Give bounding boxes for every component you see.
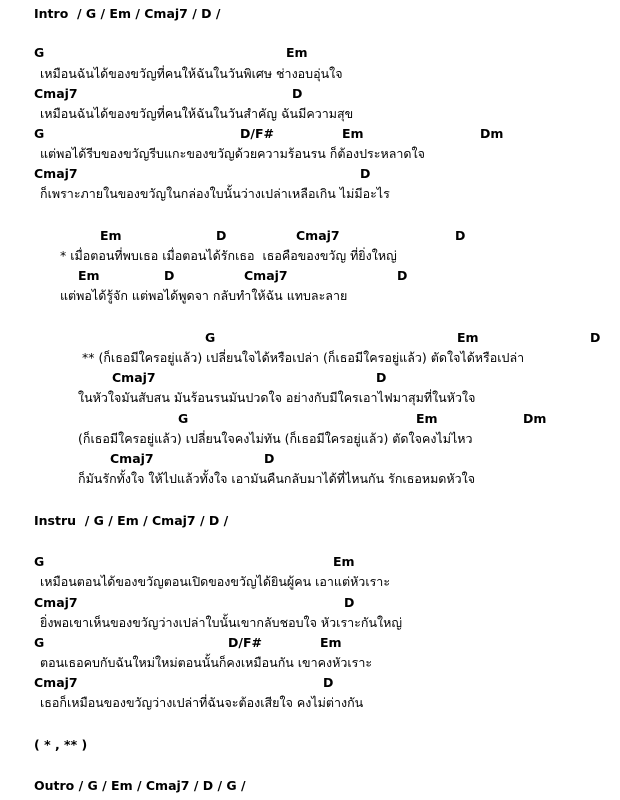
chord: Em: [333, 554, 355, 569]
chord: G: [34, 126, 45, 141]
lyric-line: ก็เพราะภายในของขวัญในกล่องใบนั้นว่างเปล่าเหลือเกิน ไม่มีอะไร: [40, 186, 390, 201]
chord: D: [455, 228, 466, 243]
lyric-line: เธอก็เหมือนของขวัญว่างเปล่าที่ฉันจะต้องเสียใจ คงไม่ต่างกัน: [40, 695, 364, 710]
chord: Cmaj7: [244, 268, 288, 283]
chord: Em: [320, 635, 342, 650]
chord: D/F#: [240, 126, 274, 141]
chord: Dm: [523, 411, 547, 426]
lyric-line: ตอนเธอคบกับฉันใหม่ใหม่ตอนนั้นก็คงเหมือนกัน เขาคงหัวเราะ: [40, 655, 373, 670]
chord: Em: [457, 330, 479, 345]
lyric-line: เหมือนตอนได้ของขวัญตอนเปิดของขวัญได้ยินผู้คน เอาแต่หัวเราะ: [40, 574, 391, 589]
chord: Em: [342, 126, 364, 141]
chord: Cmaj7: [34, 166, 78, 181]
lyric-line: แต่พอได้รีบของขวัญรีบแกะของขวัญด้วยความร้อนรน ก็ต้องประหลาดใจ: [40, 146, 425, 161]
chord: D: [360, 166, 371, 181]
chord: G: [178, 411, 189, 426]
chord: D/F#: [228, 635, 262, 650]
chord: G: [34, 635, 45, 650]
chord: Em: [100, 228, 122, 243]
chord: D: [397, 268, 408, 283]
chord: Cmaj7: [34, 595, 78, 610]
lyric-line: ** (ก็เธอมีใครอยู่แล้ว) เปลี่ยนใจได้หรือเปล่า (ก็เธอมีใครอยู่แล้ว) ตัดใจได้หรือเปล่า: [82, 350, 525, 365]
lyric-line: ก็มันรักทั้งใจ ให้ไปแล้วทั้งใจ เอามันคืนกลับมาได้ที่ไหนกัน รักเธอหมดหัวใจ: [78, 471, 476, 486]
chord: G: [34, 45, 45, 60]
lyric-line: เหมือนฉันได้ของขวัญที่คนให้ฉันในวันพิเศษ ช่างอบอุ่นใจ: [40, 66, 343, 81]
chord: Cmaj7: [34, 86, 78, 101]
chord: Em: [78, 268, 100, 283]
chord: D: [216, 228, 227, 243]
chord: D: [164, 268, 175, 283]
chord: Cmaj7: [296, 228, 340, 243]
lyric-line: เหมือนฉันได้ของขวัญที่คนให้ฉันในวันสำคัญ ฉันมีความสุข: [40, 106, 354, 121]
lyric-line: * เมื่อตอนที่พบเธอ เมื่อตอนได้รักเธอ เธอคือของขวัญ ที่ยิ่งใหญ่: [60, 248, 397, 263]
chord: Em: [416, 411, 438, 426]
chord: Cmaj7: [110, 451, 154, 466]
chord: Em: [286, 45, 308, 60]
chord: D: [376, 370, 387, 385]
lyric-line: (ก็เธอมีใครอยู่แล้ว) เปลี่ยนใจคงไม่ทัน (ก็เธอมีใครอยู่แล้ว) ตัดใจคงไม่ไหว: [78, 431, 473, 446]
chord: Cmaj7: [112, 370, 156, 385]
lyric-line: ในหัวใจมันสับสน มันร้อนรนมันปวดใจ อย่างกับมีใครเอาไฟมาสุมที่ในหัวใจ: [78, 390, 476, 405]
intro-line: Intro / G / Em / Cmaj7 / D /: [34, 6, 221, 21]
chord: G: [34, 554, 45, 569]
chord: D: [590, 330, 601, 345]
chord: D: [323, 675, 334, 690]
lyric-line: ยิ่งพอเขาเห็นของขวัญว่างเปล่าใบนั้นเขากลับชอบใจ หัวเราะกันใหญ่: [40, 615, 403, 630]
lyric-line: แต่พอได้รู้จัก แต่พอได้พูดจา กลับทำให้ฉัน แทบละลาย: [60, 288, 348, 303]
outro-line: Outro / G / Em / Cmaj7 / D / G /: [34, 778, 246, 793]
chord: D: [292, 86, 303, 101]
chord: D: [344, 595, 355, 610]
chord: D: [264, 451, 275, 466]
chord: Cmaj7: [34, 675, 78, 690]
chord: G: [205, 330, 216, 345]
instrumental-line: Instru / G / Em / Cmaj7 / D /: [34, 513, 229, 528]
repeat-marker: ( * , ** ): [34, 737, 88, 752]
chord: Dm: [480, 126, 504, 141]
